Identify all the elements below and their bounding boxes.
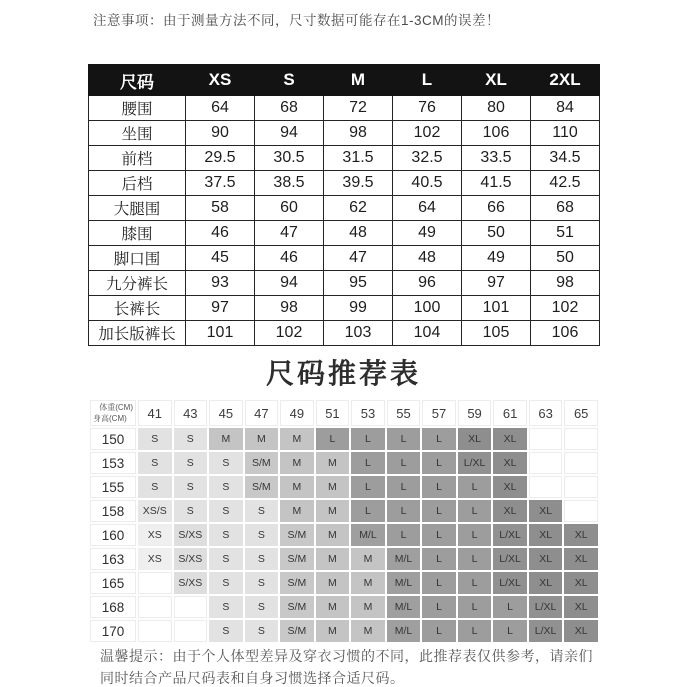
weight-header-cell: 51 bbox=[316, 400, 350, 426]
size-recommendation-cell: L bbox=[387, 428, 421, 450]
size-recommendation-cell: M bbox=[245, 428, 279, 450]
size-recommendation-cell: M/L bbox=[387, 548, 421, 570]
size-recommendation-cell: M/L bbox=[387, 596, 421, 618]
matrix-row bbox=[90, 548, 598, 570]
measurement-value: 47 bbox=[255, 221, 324, 246]
size-recommendation-cell: S bbox=[245, 500, 279, 522]
measurement-value: 106 bbox=[531, 321, 600, 346]
size-recommendation-cell: L bbox=[458, 548, 492, 570]
measurement-value: 50 bbox=[462, 221, 531, 246]
size-recommendation-cell: L/XL bbox=[529, 596, 563, 618]
size-recommendation-cell: XL bbox=[564, 620, 598, 642]
size-spec-body bbox=[89, 96, 600, 346]
weight-header-cell: 65 bbox=[564, 400, 598, 426]
size-recommendation-cell: XL bbox=[564, 596, 598, 618]
size-recommendation-cell: M bbox=[351, 620, 385, 642]
measurement-value: 46 bbox=[186, 221, 255, 246]
measurement-value: 96 bbox=[393, 271, 462, 296]
size-recommendation-cell: L bbox=[387, 524, 421, 546]
size-recommendation-cell: S/XS bbox=[174, 572, 208, 594]
size-recommendation-cell: L bbox=[458, 620, 492, 642]
matrix-row bbox=[90, 476, 598, 498]
size-recommendation-cell: XL bbox=[458, 428, 492, 450]
size-recommendation-cell: L bbox=[387, 452, 421, 474]
corner-weight-label: 体重(CM) bbox=[99, 403, 133, 412]
size-recommendation-cell: S bbox=[209, 572, 243, 594]
measurement-value: 64 bbox=[186, 96, 255, 121]
size-recommendation-cell: L/XL bbox=[493, 548, 527, 570]
size-recommendation-cell: M/L bbox=[387, 620, 421, 642]
size-recommendation-cell: S bbox=[138, 428, 172, 450]
measurement-value: 68 bbox=[255, 96, 324, 121]
matrix-row bbox=[90, 596, 598, 618]
measurement-label: 坐围 bbox=[89, 121, 186, 146]
reminder-note: 温馨提示：由于个人体型差异及穿衣习惯的不同，此推荐表仅供参考，请亲们同时结合产品尺码表和自身习惯选择合适尺码。 bbox=[100, 648, 593, 686]
matrix-row bbox=[90, 452, 598, 474]
size-header-cell: M bbox=[324, 65, 393, 96]
measurement-value: 33.5 bbox=[462, 146, 531, 171]
measurement-value: 106 bbox=[462, 121, 531, 146]
size-recommendation-cell: M/L bbox=[351, 524, 385, 546]
measurement-value: 62 bbox=[324, 196, 393, 221]
size-recommendation-cell: L bbox=[422, 500, 456, 522]
matrix-row bbox=[90, 428, 598, 450]
measurement-value: 66 bbox=[462, 196, 531, 221]
size-recommendation-cell: M/L bbox=[387, 572, 421, 594]
empty-size-cell bbox=[138, 596, 172, 618]
size-recommendation-cell: XL bbox=[564, 548, 598, 570]
measurement-value: 38.5 bbox=[255, 171, 324, 196]
measurement-label: 长裤长 bbox=[89, 296, 186, 321]
size-recommendation-cell: S bbox=[174, 452, 208, 474]
size-column-title: 尺码 bbox=[89, 65, 186, 96]
corner-height-label: 身高(CM) bbox=[93, 414, 127, 423]
size-recommendation-cell: L bbox=[458, 524, 492, 546]
measurement-value: 101 bbox=[186, 321, 255, 346]
empty-size-cell bbox=[529, 476, 563, 498]
size-recommendation-cell: S bbox=[174, 500, 208, 522]
size-recommendation-cell: M bbox=[351, 596, 385, 618]
size-recommendation-cell: M bbox=[316, 524, 350, 546]
measurement-value: 95 bbox=[324, 271, 393, 296]
size-recommendation-cell: S bbox=[245, 620, 279, 642]
size-spec-table bbox=[88, 64, 600, 346]
measurement-value: 46 bbox=[255, 246, 324, 271]
table-row bbox=[89, 221, 600, 246]
size-recommendation-cell: XS bbox=[138, 548, 172, 570]
size-recommendation-cell: M bbox=[316, 476, 350, 498]
measurement-label: 九分裤长 bbox=[89, 271, 186, 296]
measurement-value: 29.5 bbox=[186, 146, 255, 171]
weight-header-cell: 61 bbox=[493, 400, 527, 426]
size-recommendation-cell: S bbox=[138, 476, 172, 498]
size-recommendation-cell: XL bbox=[529, 572, 563, 594]
measurement-value: 99 bbox=[324, 296, 393, 321]
height-label-cell: 153 bbox=[90, 452, 136, 474]
size-recommendation-cell: S bbox=[209, 620, 243, 642]
height-label-cell: 150 bbox=[90, 428, 136, 450]
measurement-value: 110 bbox=[531, 121, 600, 146]
weight-header-cell: 49 bbox=[280, 400, 314, 426]
measurement-value: 94 bbox=[255, 121, 324, 146]
weight-header-cell: 45 bbox=[209, 400, 243, 426]
table-row bbox=[89, 296, 600, 321]
measurement-label: 脚口围 bbox=[89, 246, 186, 271]
size-recommendation-cell: L bbox=[316, 428, 350, 450]
measurement-value: 102 bbox=[531, 296, 600, 321]
table-row bbox=[89, 121, 600, 146]
measurement-value: 98 bbox=[531, 271, 600, 296]
size-recommendation-cell: L bbox=[422, 452, 456, 474]
size-recommendation-cell: M bbox=[316, 596, 350, 618]
empty-size-cell bbox=[174, 620, 208, 642]
measurement-value: 104 bbox=[393, 321, 462, 346]
recommendation-title: 尺码推荐表 bbox=[265, 358, 421, 389]
size-recommendation-cell: L bbox=[458, 596, 492, 618]
weight-header-cell: 59 bbox=[458, 400, 492, 426]
measurement-value: 60 bbox=[255, 196, 324, 221]
matrix-header bbox=[90, 400, 598, 426]
size-recommendation-cell: S bbox=[245, 548, 279, 570]
size-recommendation-cell: S bbox=[174, 476, 208, 498]
size-recommendation-cell: M bbox=[316, 500, 350, 522]
corner-cell bbox=[90, 400, 136, 426]
size-recommendation-cell: L bbox=[493, 620, 527, 642]
weight-header-cell: 53 bbox=[351, 400, 385, 426]
size-recommendation-cell: L bbox=[351, 500, 385, 522]
size-recommendation-cell: M bbox=[316, 572, 350, 594]
size-header-cell: XS bbox=[186, 65, 255, 96]
measurement-value: 101 bbox=[462, 296, 531, 321]
size-recommendation-cell: S bbox=[174, 428, 208, 450]
measurement-value: 94 bbox=[255, 271, 324, 296]
size-recommendation-cell: S bbox=[245, 596, 279, 618]
measurement-label: 后档 bbox=[89, 171, 186, 196]
size-recommendation-cell: XL bbox=[529, 548, 563, 570]
size-spec-header bbox=[89, 65, 600, 96]
measurement-value: 103 bbox=[324, 321, 393, 346]
matrix-row bbox=[90, 620, 598, 642]
measurement-value: 76 bbox=[393, 96, 462, 121]
weight-header-cell: 55 bbox=[387, 400, 421, 426]
matrix-row bbox=[90, 572, 598, 594]
empty-size-cell bbox=[138, 572, 172, 594]
height-label-cell: 165 bbox=[90, 572, 136, 594]
empty-size-cell bbox=[564, 428, 598, 450]
measurement-label: 膝围 bbox=[89, 221, 186, 246]
size-recommendation-cell: XL bbox=[529, 524, 563, 546]
height-label-cell: 168 bbox=[90, 596, 136, 618]
size-recommendation-cell: S/M bbox=[280, 572, 314, 594]
measurement-value: 30.5 bbox=[255, 146, 324, 171]
size-recommendation-cell: L bbox=[422, 572, 456, 594]
size-recommendation-cell: S/XS bbox=[174, 524, 208, 546]
measurement-value: 93 bbox=[186, 271, 255, 296]
size-recommendation-cell: S/XS bbox=[174, 548, 208, 570]
measurement-value: 98 bbox=[255, 296, 324, 321]
measurement-value: 68 bbox=[531, 196, 600, 221]
size-recommendation-cell: S bbox=[209, 476, 243, 498]
measurement-value: 105 bbox=[462, 321, 531, 346]
measurement-value: 34.5 bbox=[531, 146, 600, 171]
size-recommendation-cell: M bbox=[351, 572, 385, 594]
size-recommendation-cell: L bbox=[422, 596, 456, 618]
size-recommendation-cell: L bbox=[387, 500, 421, 522]
table-row bbox=[89, 171, 600, 196]
size-recommendation-cell: L bbox=[493, 596, 527, 618]
measurement-value: 97 bbox=[186, 296, 255, 321]
size-recommendation-cell: XL bbox=[493, 500, 527, 522]
size-recommendation-cell: L bbox=[422, 428, 456, 450]
size-recommendation-cell: XL bbox=[493, 428, 527, 450]
size-recommendation-cell: S/M bbox=[280, 620, 314, 642]
measurement-value: 97 bbox=[462, 271, 531, 296]
size-recommendation-cell: XS/S bbox=[138, 500, 172, 522]
measurement-value: 102 bbox=[393, 121, 462, 146]
empty-size-cell bbox=[174, 596, 208, 618]
measurement-value: 45 bbox=[186, 246, 255, 271]
size-recommendation-cell: L bbox=[458, 572, 492, 594]
measurement-value: 41.5 bbox=[462, 171, 531, 196]
size-recommendation-cell: S bbox=[245, 524, 279, 546]
size-recommendation-cell: L bbox=[458, 476, 492, 498]
measurement-disclaimer: 注意事项：由于测量方法不同，尺寸数据可能存在1-3CM的误差！ bbox=[93, 13, 501, 28]
empty-size-cell bbox=[529, 452, 563, 474]
matrix-header-row bbox=[90, 400, 598, 426]
empty-size-cell bbox=[564, 452, 598, 474]
size-recommendation-cell: L bbox=[422, 476, 456, 498]
size-recommendation-cell: L/XL bbox=[458, 452, 492, 474]
table-row bbox=[89, 96, 600, 121]
size-recommendation-cell: S/M bbox=[245, 476, 279, 498]
size-header-cell: S bbox=[255, 65, 324, 96]
height-label-cell: 160 bbox=[90, 524, 136, 546]
size-recommendation-cell: M bbox=[316, 548, 350, 570]
size-header-cell: 2XL bbox=[531, 65, 600, 96]
empty-size-cell bbox=[564, 476, 598, 498]
size-recommendation-cell: S bbox=[209, 500, 243, 522]
size-recommendation-cell: L bbox=[458, 500, 492, 522]
measurement-value: 90 bbox=[186, 121, 255, 146]
measurement-label: 前档 bbox=[89, 146, 186, 171]
measurement-value: 32.5 bbox=[393, 146, 462, 171]
size-recommendation-cell: L bbox=[387, 476, 421, 498]
size-recommendation-cell: L bbox=[351, 428, 385, 450]
measurement-value: 42.5 bbox=[531, 171, 600, 196]
empty-size-cell bbox=[138, 620, 172, 642]
size-recommendation-cell: S bbox=[209, 596, 243, 618]
size-recommendation-cell: L bbox=[422, 524, 456, 546]
size-recommendation-cell: S/M bbox=[280, 548, 314, 570]
empty-size-cell bbox=[564, 500, 598, 522]
weight-header-cell: 63 bbox=[529, 400, 563, 426]
weight-header-cell: 43 bbox=[174, 400, 208, 426]
size-recommendation-cell: L bbox=[351, 452, 385, 474]
measurement-value: 58 bbox=[186, 196, 255, 221]
measurement-value: 80 bbox=[462, 96, 531, 121]
size-recommendation-cell: M bbox=[316, 620, 350, 642]
size-header-cell: XL bbox=[462, 65, 531, 96]
height-label-cell: 155 bbox=[90, 476, 136, 498]
measurement-value: 39.5 bbox=[324, 171, 393, 196]
measurement-label: 大腿围 bbox=[89, 196, 186, 221]
size-recommendation-cell: XL bbox=[493, 476, 527, 498]
measurement-value: 51 bbox=[531, 221, 600, 246]
size-recommendation-cell: M bbox=[280, 452, 314, 474]
measurement-value: 49 bbox=[393, 221, 462, 246]
size-recommendation-cell: S bbox=[209, 524, 243, 546]
matrix-body bbox=[90, 428, 598, 642]
height-label-cell: 170 bbox=[90, 620, 136, 642]
size-header-cell: L bbox=[393, 65, 462, 96]
measurement-value: 40.5 bbox=[393, 171, 462, 196]
size-recommendation-cell: M bbox=[351, 548, 385, 570]
weight-header-cell: 41 bbox=[138, 400, 172, 426]
size-recommendation-cell: L bbox=[351, 476, 385, 498]
size-recommendation-cell: XL bbox=[564, 524, 598, 546]
size-recommendation-cell: M bbox=[280, 476, 314, 498]
size-recommendation-cell: L bbox=[422, 620, 456, 642]
empty-size-cell bbox=[529, 428, 563, 450]
size-recommendation-cell: S bbox=[245, 572, 279, 594]
size-recommendation-table bbox=[88, 398, 600, 644]
size-recommendation-cell: S bbox=[209, 452, 243, 474]
measurement-value: 47 bbox=[324, 246, 393, 271]
measurement-value: 64 bbox=[393, 196, 462, 221]
measurement-label: 腰围 bbox=[89, 96, 186, 121]
measurement-value: 37.5 bbox=[186, 171, 255, 196]
table-row bbox=[89, 271, 600, 296]
table-row bbox=[89, 246, 600, 271]
size-recommendation-cell: S bbox=[209, 548, 243, 570]
size-recommendation-cell: S/M bbox=[245, 452, 279, 474]
size-recommendation-cell: M bbox=[316, 452, 350, 474]
size-recommendation-cell: XL bbox=[493, 452, 527, 474]
measurement-label: 加长版裤长 bbox=[89, 321, 186, 346]
measurement-value: 84 bbox=[531, 96, 600, 121]
size-spec-header-row bbox=[89, 65, 600, 96]
size-recommendation-cell: XL bbox=[529, 500, 563, 522]
matrix-row bbox=[90, 500, 598, 522]
measurement-value: 48 bbox=[393, 246, 462, 271]
measurement-value: 102 bbox=[255, 321, 324, 346]
measurement-value: 48 bbox=[324, 221, 393, 246]
size-recommendation-cell: M bbox=[280, 500, 314, 522]
matrix-row bbox=[90, 524, 598, 546]
size-recommendation-cell: L/XL bbox=[529, 620, 563, 642]
height-label-cell: 158 bbox=[90, 500, 136, 522]
size-recommendation-cell: S/M bbox=[280, 596, 314, 618]
table-row bbox=[89, 146, 600, 171]
measurement-value: 31.5 bbox=[324, 146, 393, 171]
size-recommendation-cell: S/M bbox=[280, 524, 314, 546]
size-recommendation-cell: L bbox=[422, 548, 456, 570]
measurement-value: 98 bbox=[324, 121, 393, 146]
size-recommendation-cell: S bbox=[138, 452, 172, 474]
weight-header-cell: 57 bbox=[422, 400, 456, 426]
height-label-cell: 163 bbox=[90, 548, 136, 570]
table-row bbox=[89, 321, 600, 346]
measurement-value: 49 bbox=[462, 246, 531, 271]
size-recommendation-cell: L/XL bbox=[493, 572, 527, 594]
weight-header-cell: 47 bbox=[245, 400, 279, 426]
size-recommendation-cell: XS bbox=[138, 524, 172, 546]
size-recommendation-cell: M bbox=[209, 428, 243, 450]
size-recommendation-cell: XL bbox=[564, 572, 598, 594]
size-recommendation-cell: L/XL bbox=[493, 524, 527, 546]
table-row bbox=[89, 196, 600, 221]
measurement-value: 100 bbox=[393, 296, 462, 321]
measurement-value: 50 bbox=[531, 246, 600, 271]
measurement-value: 72 bbox=[324, 96, 393, 121]
size-recommendation-cell: M bbox=[280, 428, 314, 450]
